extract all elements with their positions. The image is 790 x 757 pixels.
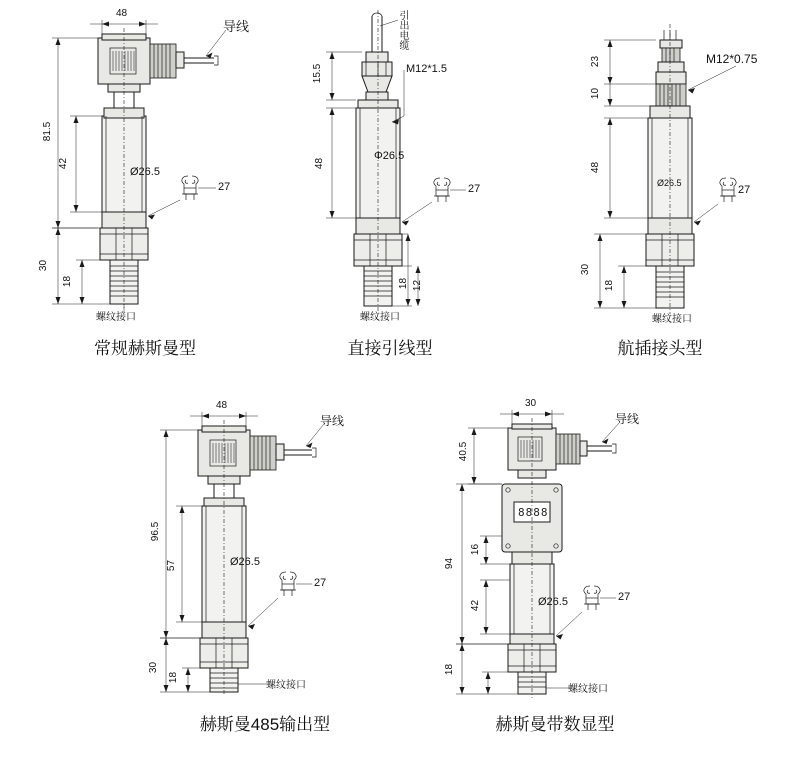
fig2-dim-18: 18: [398, 277, 410, 290]
fig4-label-lead: 导线: [320, 414, 345, 428]
figure-2-drawing: [300, 8, 520, 318]
fig5-label-diameter: Ø26.5: [538, 596, 568, 608]
figure-standard-hirschmann: [30, 8, 280, 323]
figure-4-drawing: [160, 400, 410, 700]
fig2-label-cable: 引出电缆: [397, 10, 408, 50]
fig4-dim-48: 48: [216, 400, 228, 411]
figure-hirschmann-485: [148, 400, 410, 700]
fig1-dim-81_5: 81.5: [42, 121, 54, 142]
fig5-dim-42: 42: [470, 599, 482, 612]
fig5-dim-94: 94: [444, 557, 456, 570]
figure-aviation-connector: [560, 18, 780, 325]
fig3-label-connector: M12*0.75: [706, 52, 758, 66]
fig3-label-thread: 螺纹接口: [652, 314, 692, 325]
fig3-label-diameter: Ø26.5: [657, 178, 682, 188]
fig4-dim-18: 18: [168, 671, 180, 684]
fig1-label-thread: 螺纹接口: [96, 312, 136, 323]
display-digits: 8888: [518, 506, 549, 519]
fig4-dim-30: 30: [148, 661, 160, 674]
fig1-dim-18: 18: [62, 275, 74, 288]
fig2-label-diameter: Φ26.5: [374, 150, 405, 162]
figure-5-drawing: [450, 400, 700, 700]
fig3-dim-23: 23: [590, 55, 602, 68]
fig5-label-wrench: 27: [618, 591, 631, 603]
fig4-label-wrench: 27: [314, 577, 327, 589]
fig5-dim-40_5: 40.5: [458, 441, 470, 462]
fig3-dim-18: 18: [604, 279, 616, 292]
fig2-label-connector: M12*1.5: [406, 63, 447, 75]
fig2-label-wrench: 27: [468, 183, 481, 195]
fig4-label-thread: 螺纹接口: [266, 680, 306, 691]
fig5-label-thread: 螺纹接口: [568, 684, 608, 695]
fig1-dim-42: 42: [58, 157, 70, 170]
fig1-label-lead: 导线: [223, 19, 250, 34]
fig1-label-diameter: Ø26.5: [130, 166, 160, 178]
fig1-label-wrench: 27: [218, 181, 231, 193]
figure-5-caption: 赫斯曼带数显型: [495, 715, 615, 734]
fig5-dim-16: 16: [470, 543, 482, 556]
fig4-dim-57: 57: [166, 559, 178, 572]
fig2-label-thread: 螺纹接口: [360, 312, 400, 323]
figure-3-caption: 航插接头型: [617, 339, 703, 358]
fig2-dim-48: 48: [314, 157, 326, 170]
fig3-dim-48: 48: [590, 161, 602, 174]
figure-4-caption: 赫斯曼485输出型: [199, 715, 331, 734]
fig3-dim-30: 30: [580, 263, 592, 276]
fig3-label-wrench: 27: [738, 184, 751, 196]
fig5-dim-30: 18: [444, 663, 456, 676]
fig5-dim-48: 30: [525, 398, 537, 409]
fig5-label-lead: 导线: [615, 412, 640, 426]
fig4-dim-96_5: 96.5: [150, 521, 162, 542]
fig1-dim-48: 48: [116, 8, 128, 19]
figure-hirschmann-display: [444, 398, 700, 700]
figure-1-caption: 常规赫斯曼型: [94, 339, 196, 358]
fig2-dim-12: 12: [412, 279, 424, 292]
fig2-dim-15_5: 15.5: [312, 63, 324, 84]
fig4-label-diameter: Ø26.5: [230, 556, 260, 568]
fig1-dim-30: 30: [38, 259, 50, 272]
figure-2-caption: 直接引线型: [347, 339, 433, 358]
figure-direct-cable: [300, 8, 520, 323]
fig3-dim-10: 10: [590, 87, 602, 100]
